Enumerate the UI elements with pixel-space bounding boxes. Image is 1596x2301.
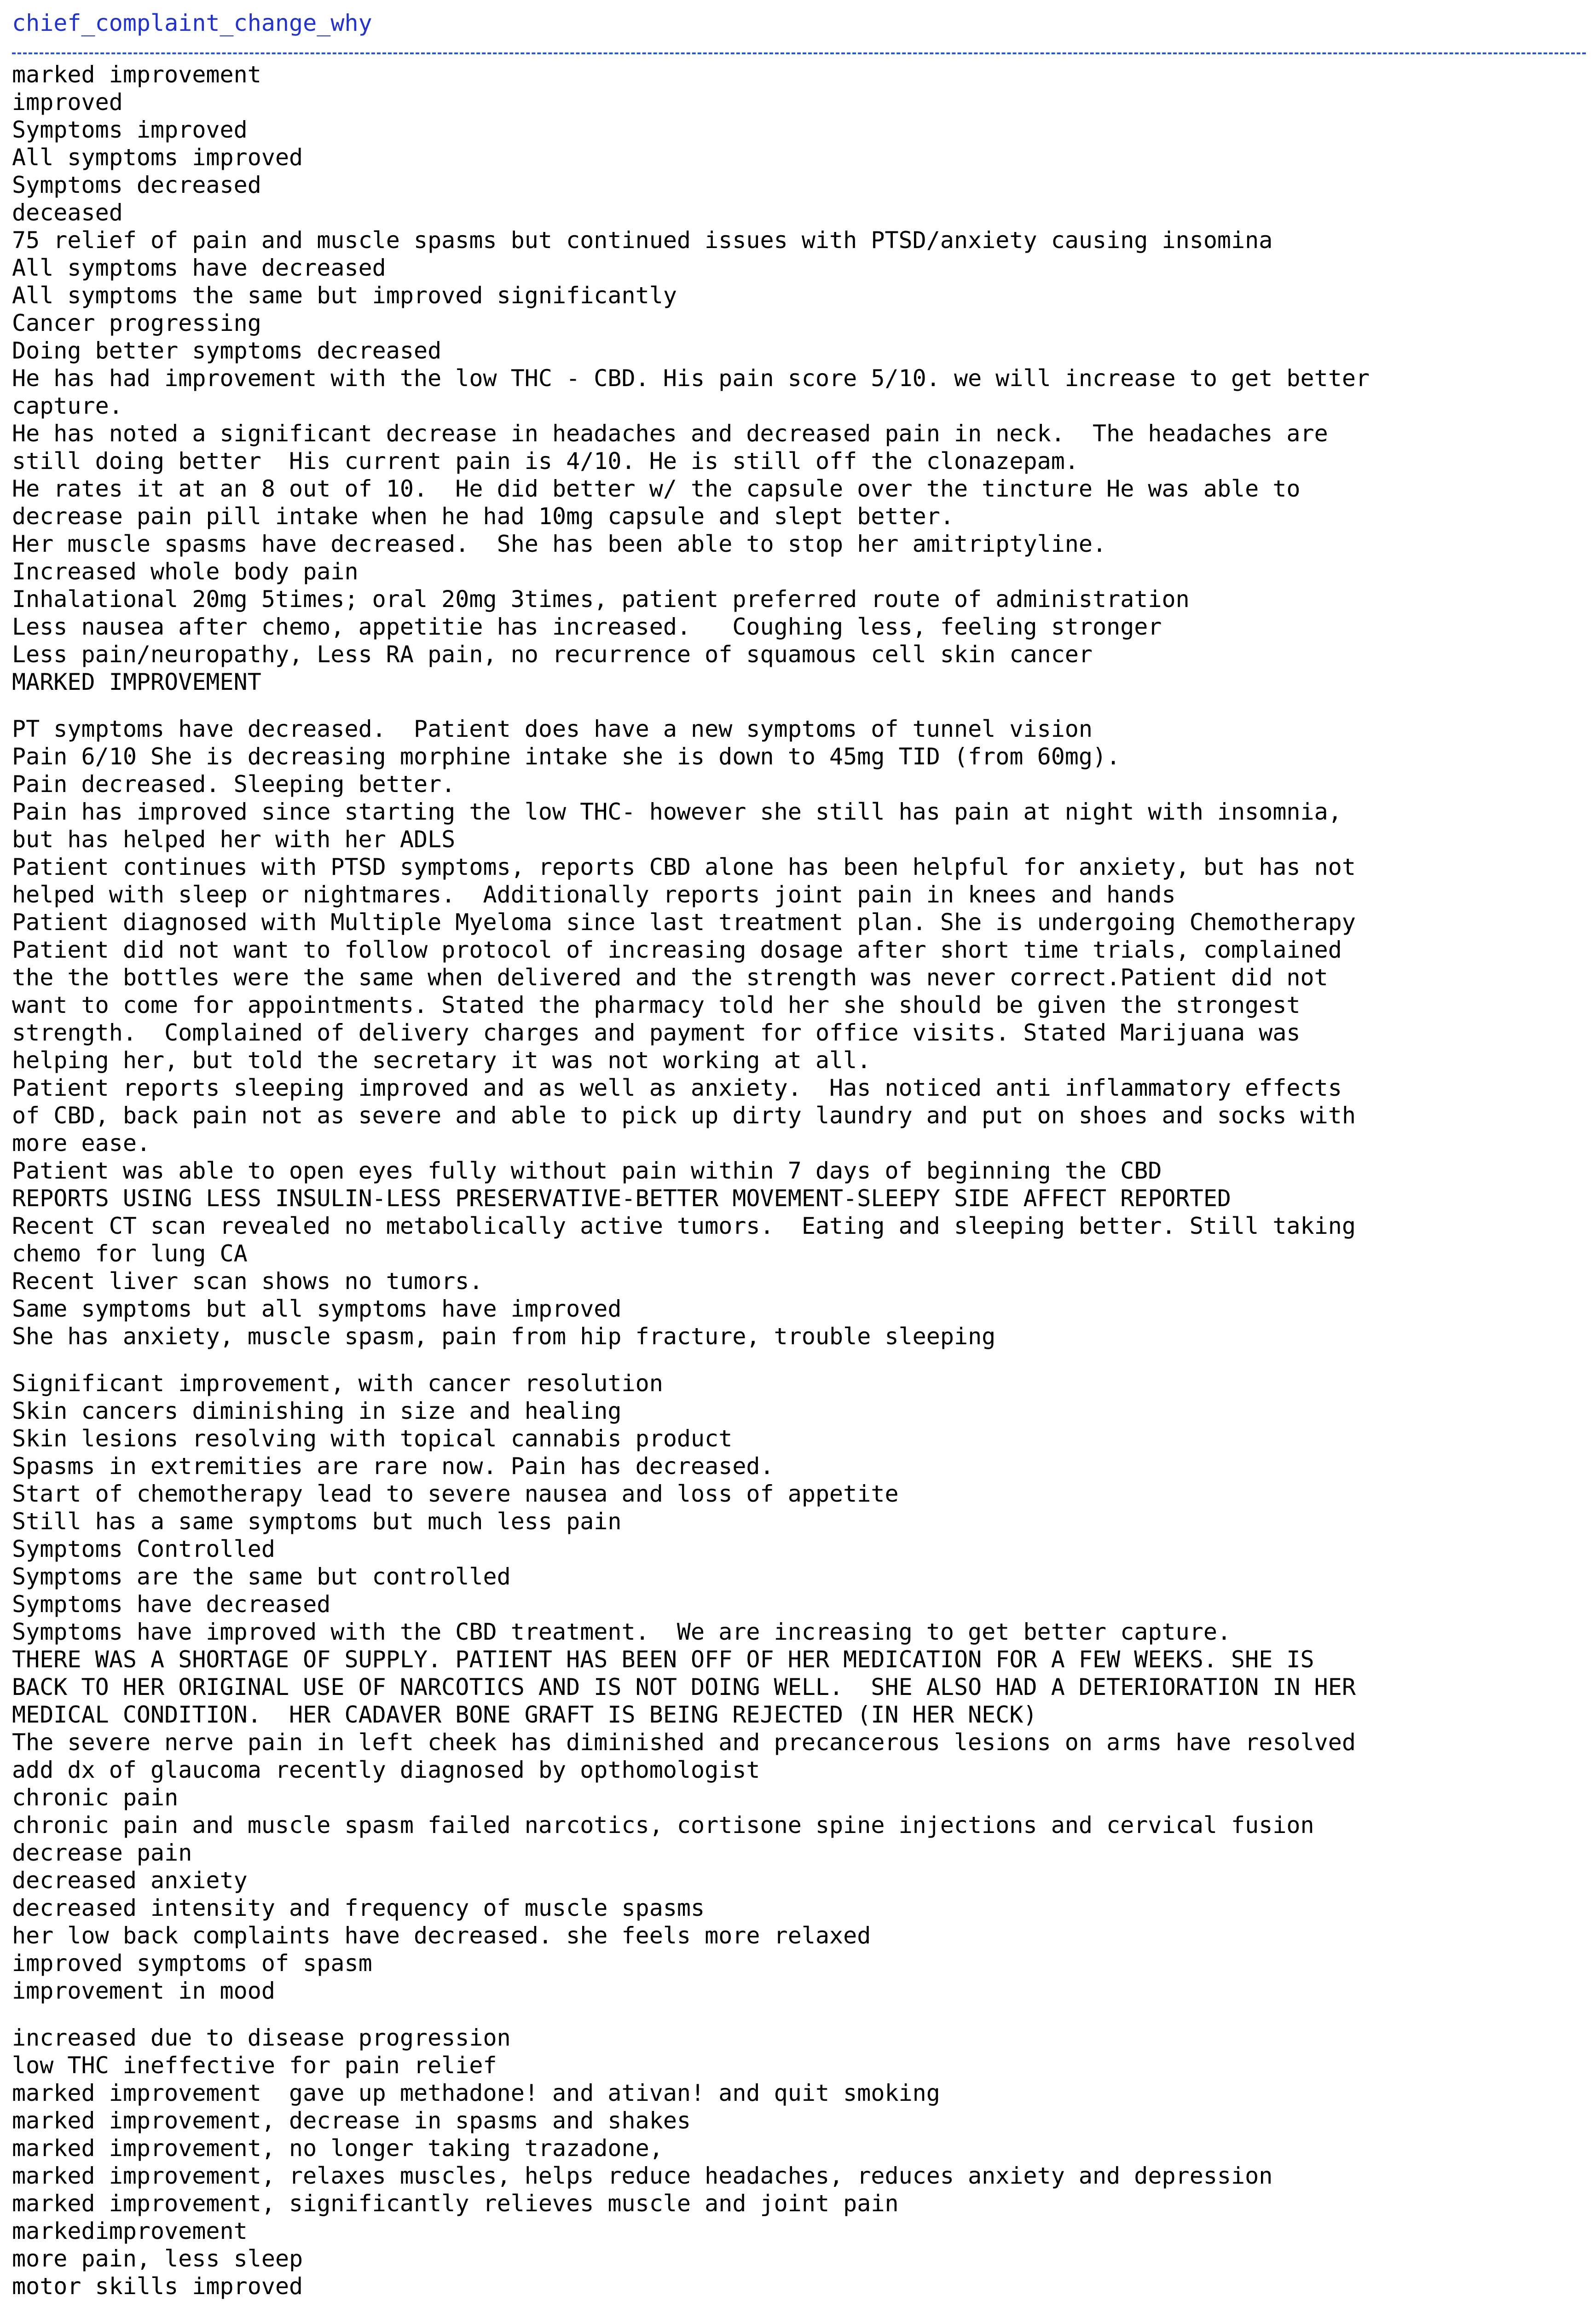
result-row-text: improvement in mood	[12, 1977, 275, 2004]
result-row[interactable]	[12, 226, 1586, 254]
result-row[interactable]	[12, 798, 1586, 853]
result-row-text: markedimprovement	[12, 2218, 248, 2244]
result-row-text: Patient was able to open eyes fully without pain within 7 days of beginning the CBD	[12, 1157, 1162, 1184]
result-row-text: helped with sleep or nightmares. Additionally reports joint pain in knees and hands	[12, 881, 1176, 908]
column-header-chief-complaint-change-why[interactable]: chief_complaint_change_why	[12, 10, 372, 36]
result-row[interactable]	[12, 2052, 1586, 2079]
result-row-text: strength. Complained of delivery charges and payment for office visits. Stated Marijuana was	[12, 1019, 1301, 1046]
result-row[interactable]	[12, 908, 1586, 936]
result-row-text: marked improvement	[12, 61, 261, 88]
result-row-text: The severe nerve pain in left cheek has diminished and precancerous lesions on arms have resolved	[12, 1729, 1356, 1756]
result-row-text: add dx of glaucoma recently diagnosed by opthomologist	[12, 1757, 760, 1783]
result-row[interactable]	[12, 743, 1586, 770]
result-row-text: Spasms in extremities are rare now. Pain has decreased.	[12, 1453, 774, 1480]
result-row-text: All symptoms improved	[12, 144, 303, 171]
result-row[interactable]	[12, 613, 1586, 641]
result-row[interactable]	[12, 715, 1586, 743]
result-row[interactable]	[12, 530, 1586, 558]
result-row-text: marked improvement, relaxes muscles, helps reduce headaches, reduces anxiety and depression	[12, 2162, 1273, 2189]
result-row[interactable]	[12, 1784, 1586, 1811]
result-row[interactable]	[12, 364, 1586, 420]
result-row-text: Her muscle spasms have decreased. She has been able to stop her amitriptyline.	[12, 531, 1107, 557]
result-row-text: Pain decreased. Sleeping better.	[12, 771, 456, 798]
result-row-text: marked improvement, decrease in spasms and shakes	[12, 2107, 691, 2134]
result-row[interactable]	[12, 1074, 1586, 1157]
result-row-text: PT symptoms have decreased. Patient does have a new symptoms of tunnel vision	[12, 716, 1093, 742]
result-row[interactable]	[12, 1949, 1586, 1977]
result-row[interactable]	[12, 2272, 1586, 2300]
result-row-text: Cancer progressing	[12, 310, 261, 336]
result-row-text: increased due to disease progression	[12, 2024, 511, 2051]
result-row-text: more pain, less sleep	[12, 2245, 303, 2272]
result-row[interactable]	[12, 1535, 1586, 1563]
result-row-text: All symptoms the same but improved significantly	[12, 282, 677, 309]
result-row[interactable]	[12, 1425, 1586, 1452]
result-row-text: marked improvement gave up methadone! and ativan! and quit smoking	[12, 2080, 940, 2106]
result-row-text: He has had improvement with the low THC - CBD. His pain score 5/10. we will increase to get better	[12, 365, 1370, 392]
result-row-text: Patient reports sleeping improved and as well as anxiety. Has noticed anti inflammatory effects	[12, 1075, 1342, 1101]
result-row-text: Start of chemotherapy lead to severe nausea and loss of appetite	[12, 1480, 899, 1507]
result-row-text: REPORTS USING LESS INSULIN-LESS PRESERVATIVE-BETTER MOVEMENT-SLEEPY SIDE AFFECT REPORTED	[12, 1185, 1232, 1212]
result-row[interactable]	[12, 1185, 1586, 1212]
result-row-text: helping her, but told the secretary it was not working at all.	[12, 1047, 871, 1074]
result-row-text: Symptoms Controlled	[12, 1536, 275, 1562]
result-row-text: Patient diagnosed with Multiple Myeloma since last treatment plan. She is undergoing Chemotherapy	[12, 909, 1356, 936]
result-row-text: Symptoms are the same but controlled	[12, 1563, 511, 1590]
result-row[interactable]	[12, 61, 1586, 88]
result-row[interactable]	[12, 2217, 1586, 2245]
result-header	[12, 6, 1586, 54]
result-row[interactable]	[12, 1894, 1586, 1922]
result-row[interactable]	[12, 199, 1586, 226]
result-row-text: He rates it at an 8 out of 10. He did better w/ the capsule over the tincture He was able to	[12, 475, 1301, 502]
result-row-text: decreased intensity and frequency of muscle spasms	[12, 1895, 705, 1921]
result-row-text: decrease pain	[12, 1839, 192, 1866]
result-row-text: Pain 6/10 She is decreasing morphine intake she is down to 45mg TID (from 60mg).	[12, 743, 1121, 770]
result-row-text: Symptoms have decreased	[12, 1591, 331, 1618]
empty-row	[12, 696, 1586, 715]
result-row[interactable]	[12, 1646, 1586, 1729]
result-row-text: her low back complaints have decreased. she feels more relaxed	[12, 1922, 871, 1949]
result-row-text: more ease.	[12, 1130, 151, 1156]
result-row[interactable]	[12, 1452, 1586, 1480]
result-row-text: chronic pain	[12, 1784, 179, 1811]
result-row[interactable]	[12, 558, 1586, 585]
result-row[interactable]	[12, 668, 1586, 696]
result-row-text: Skin cancers diminishing in size and healing	[12, 1398, 622, 1424]
result-row[interactable]	[12, 1397, 1586, 1425]
result-row[interactable]	[12, 1590, 1586, 1618]
result-row-text: want to come for appointments. Stated the pharmacy told her she should be given the strongest	[12, 992, 1301, 1018]
result-row[interactable]	[12, 116, 1586, 144]
result-row-text: decrease pain pill intake when he had 10mg capsule and slept better.	[12, 503, 954, 530]
result-row[interactable]	[12, 1756, 1586, 1784]
result-row[interactable]	[12, 770, 1586, 798]
result-row-text: the the bottles were the same when delivered and the strength was never correct.Patient did not	[12, 964, 1328, 991]
result-row[interactable]	[12, 1922, 1586, 1949]
result-row-text: chemo for lung CA	[12, 1240, 248, 1267]
result-row[interactable]	[12, 2024, 1586, 2052]
result-row[interactable]	[12, 1729, 1586, 1756]
result-row[interactable]	[12, 1867, 1586, 1894]
result-row-text: still doing better His current pain is 4/10. He is still off the clonazepam.	[12, 448, 1079, 474]
result-row-text: Inhalational 20mg 5times; oral 20mg 3times, patient preferred route of administration	[12, 586, 1190, 613]
result-row[interactable]	[12, 2190, 1586, 2217]
result-row-text: Still has a same symptoms but much less pain	[12, 1508, 622, 1535]
result-row[interactable]	[12, 254, 1586, 282]
result-row-text: of CBD, back pain not as severe and able to pick up dirty laundry and put on shoes and socks with	[12, 1102, 1356, 1129]
result-row-text: MEDICAL CONDITION. HER CADAVER BONE GRAFT IS BEING REJECTED (IN HER NECK)	[12, 1701, 1037, 1728]
result-row[interactable]	[12, 420, 1586, 475]
result-row[interactable]	[12, 475, 1586, 530]
result-row[interactable]	[12, 1563, 1586, 1590]
empty-row	[12, 1350, 1586, 1370]
result-row-text: improved symptoms of spasm	[12, 1950, 372, 1977]
result-row-text: Patient did not want to follow protocol of increasing dosage after short time trials, complained	[12, 937, 1342, 963]
result-row-text: Recent liver scan shows no tumors.	[12, 1268, 483, 1295]
result-row-text: 75 relief of pain and muscle spasms but continued issues with PTSD/anxiety causing insomina	[12, 227, 1273, 254]
result-row-text: Same symptoms but all symptoms have improved	[12, 1295, 622, 1322]
result-row[interactable]	[12, 936, 1586, 1074]
result-row[interactable]	[12, 2079, 1586, 2107]
result-row[interactable]	[12, 1508, 1586, 1535]
result-row[interactable]	[12, 144, 1586, 171]
result-row[interactable]	[12, 1323, 1586, 1350]
result-row-text: She has anxiety, muscle spasm, pain from hip fracture, trouble sleeping	[12, 1323, 996, 1350]
result-row[interactable]	[12, 171, 1586, 199]
empty-row	[12, 2005, 1586, 2024]
result-row-text: Skin lesions resolving with topical cannabis product	[12, 1425, 733, 1452]
result-row[interactable]	[12, 1977, 1586, 2005]
result-row-text: He has noted a significant decrease in headaches and decreased pain in neck. The headaches are	[12, 420, 1328, 447]
result-row[interactable]	[12, 1839, 1586, 1867]
result-row-text: but has helped her with her ADLS	[12, 826, 456, 853]
result-row-text: THERE WAS A SHORTAGE OF SUPPLY. PATIENT HAS BEEN OFF OF HER MEDICATION FOR A FEW WEEKS. SHE IS	[12, 1646, 1314, 1673]
result-row[interactable]	[12, 1370, 1586, 1397]
result-row[interactable]	[12, 1157, 1586, 1185]
result-row-text: Significant improvement, with cancer resolution	[12, 1370, 663, 1397]
result-row[interactable]	[12, 2162, 1586, 2190]
result-row[interactable]	[12, 88, 1586, 116]
result-row[interactable]	[12, 2107, 1586, 2134]
result-row-text: Less pain/neuropathy, Less RA pain, no recurrence of squamous cell skin cancer	[12, 641, 1093, 668]
result-row-text: low THC ineffective for pain relief	[12, 2052, 497, 2079]
result-row[interactable]	[12, 337, 1586, 364]
result-row-text: Recent CT scan revealed no metabolically active tumors. Eating and sleeping better. Still taking	[12, 1213, 1356, 1239]
result-row-text: Symptoms have improved with the CBD treatment. We are increasing to get better capture.	[12, 1619, 1232, 1645]
result-rows	[12, 61, 1586, 2301]
result-row-text: Symptoms improved	[12, 116, 248, 143]
result-row[interactable]	[12, 2245, 1586, 2272]
result-row[interactable]	[12, 1267, 1586, 1295]
result-row-text: capture.	[12, 393, 123, 419]
result-row[interactable]	[12, 641, 1586, 668]
result-row[interactable]	[12, 1618, 1586, 1646]
result-row[interactable]	[12, 282, 1586, 309]
result-row-text: Less nausea after chemo, appetitie has increased. Coughing less, feeling stronger	[12, 613, 1162, 640]
result-row-text: BACK TO HER ORIGINAL USE OF NARCOTICS AND IS NOT DOING WELL. SHE ALSO HAD A DETERIORATION IN HER	[12, 1674, 1356, 1700]
result-row-text: Patient continues with PTSD symptoms, reports CBD alone has been helpful for anxiety, but has not	[12, 854, 1356, 880]
result-row[interactable]	[12, 585, 1586, 613]
result-row-text: All symptoms have decreased	[12, 254, 386, 281]
result-row[interactable]	[12, 1295, 1586, 1323]
result-row-text: motor skills improved	[12, 2273, 303, 2300]
result-row-text: improved	[12, 89, 123, 116]
result-row-text: marked improvement, no longer taking trazadone,	[12, 2135, 663, 2162]
result-row[interactable]	[12, 1212, 1586, 1267]
result-row[interactable]	[12, 309, 1586, 337]
result-row[interactable]	[12, 2134, 1586, 2162]
result-row-text: marked improvement, significantly relieves muscle and joint pain	[12, 2190, 899, 2217]
result-row[interactable]	[12, 1811, 1586, 1839]
result-row-text: MARKED IMPROVEMENT	[12, 669, 261, 695]
result-row-text: Pain has improved since starting the low THC- however she still has pain at night with insomnia,	[12, 798, 1342, 825]
result-row-text: chronic pain and muscle spasm failed narcotics, cortisone spine injections and cervical fusion	[12, 1812, 1314, 1838]
result-row[interactable]	[12, 1480, 1586, 1508]
result-row-text: decreased anxiety	[12, 1867, 248, 1894]
result-row-text: Doing better symptoms decreased	[12, 337, 442, 364]
result-row[interactable]	[12, 853, 1586, 908]
result-row-text: Increased whole body pain	[12, 558, 359, 585]
result-row-text: Symptoms decreased	[12, 172, 261, 198]
result-row-text: deceased	[12, 199, 123, 226]
